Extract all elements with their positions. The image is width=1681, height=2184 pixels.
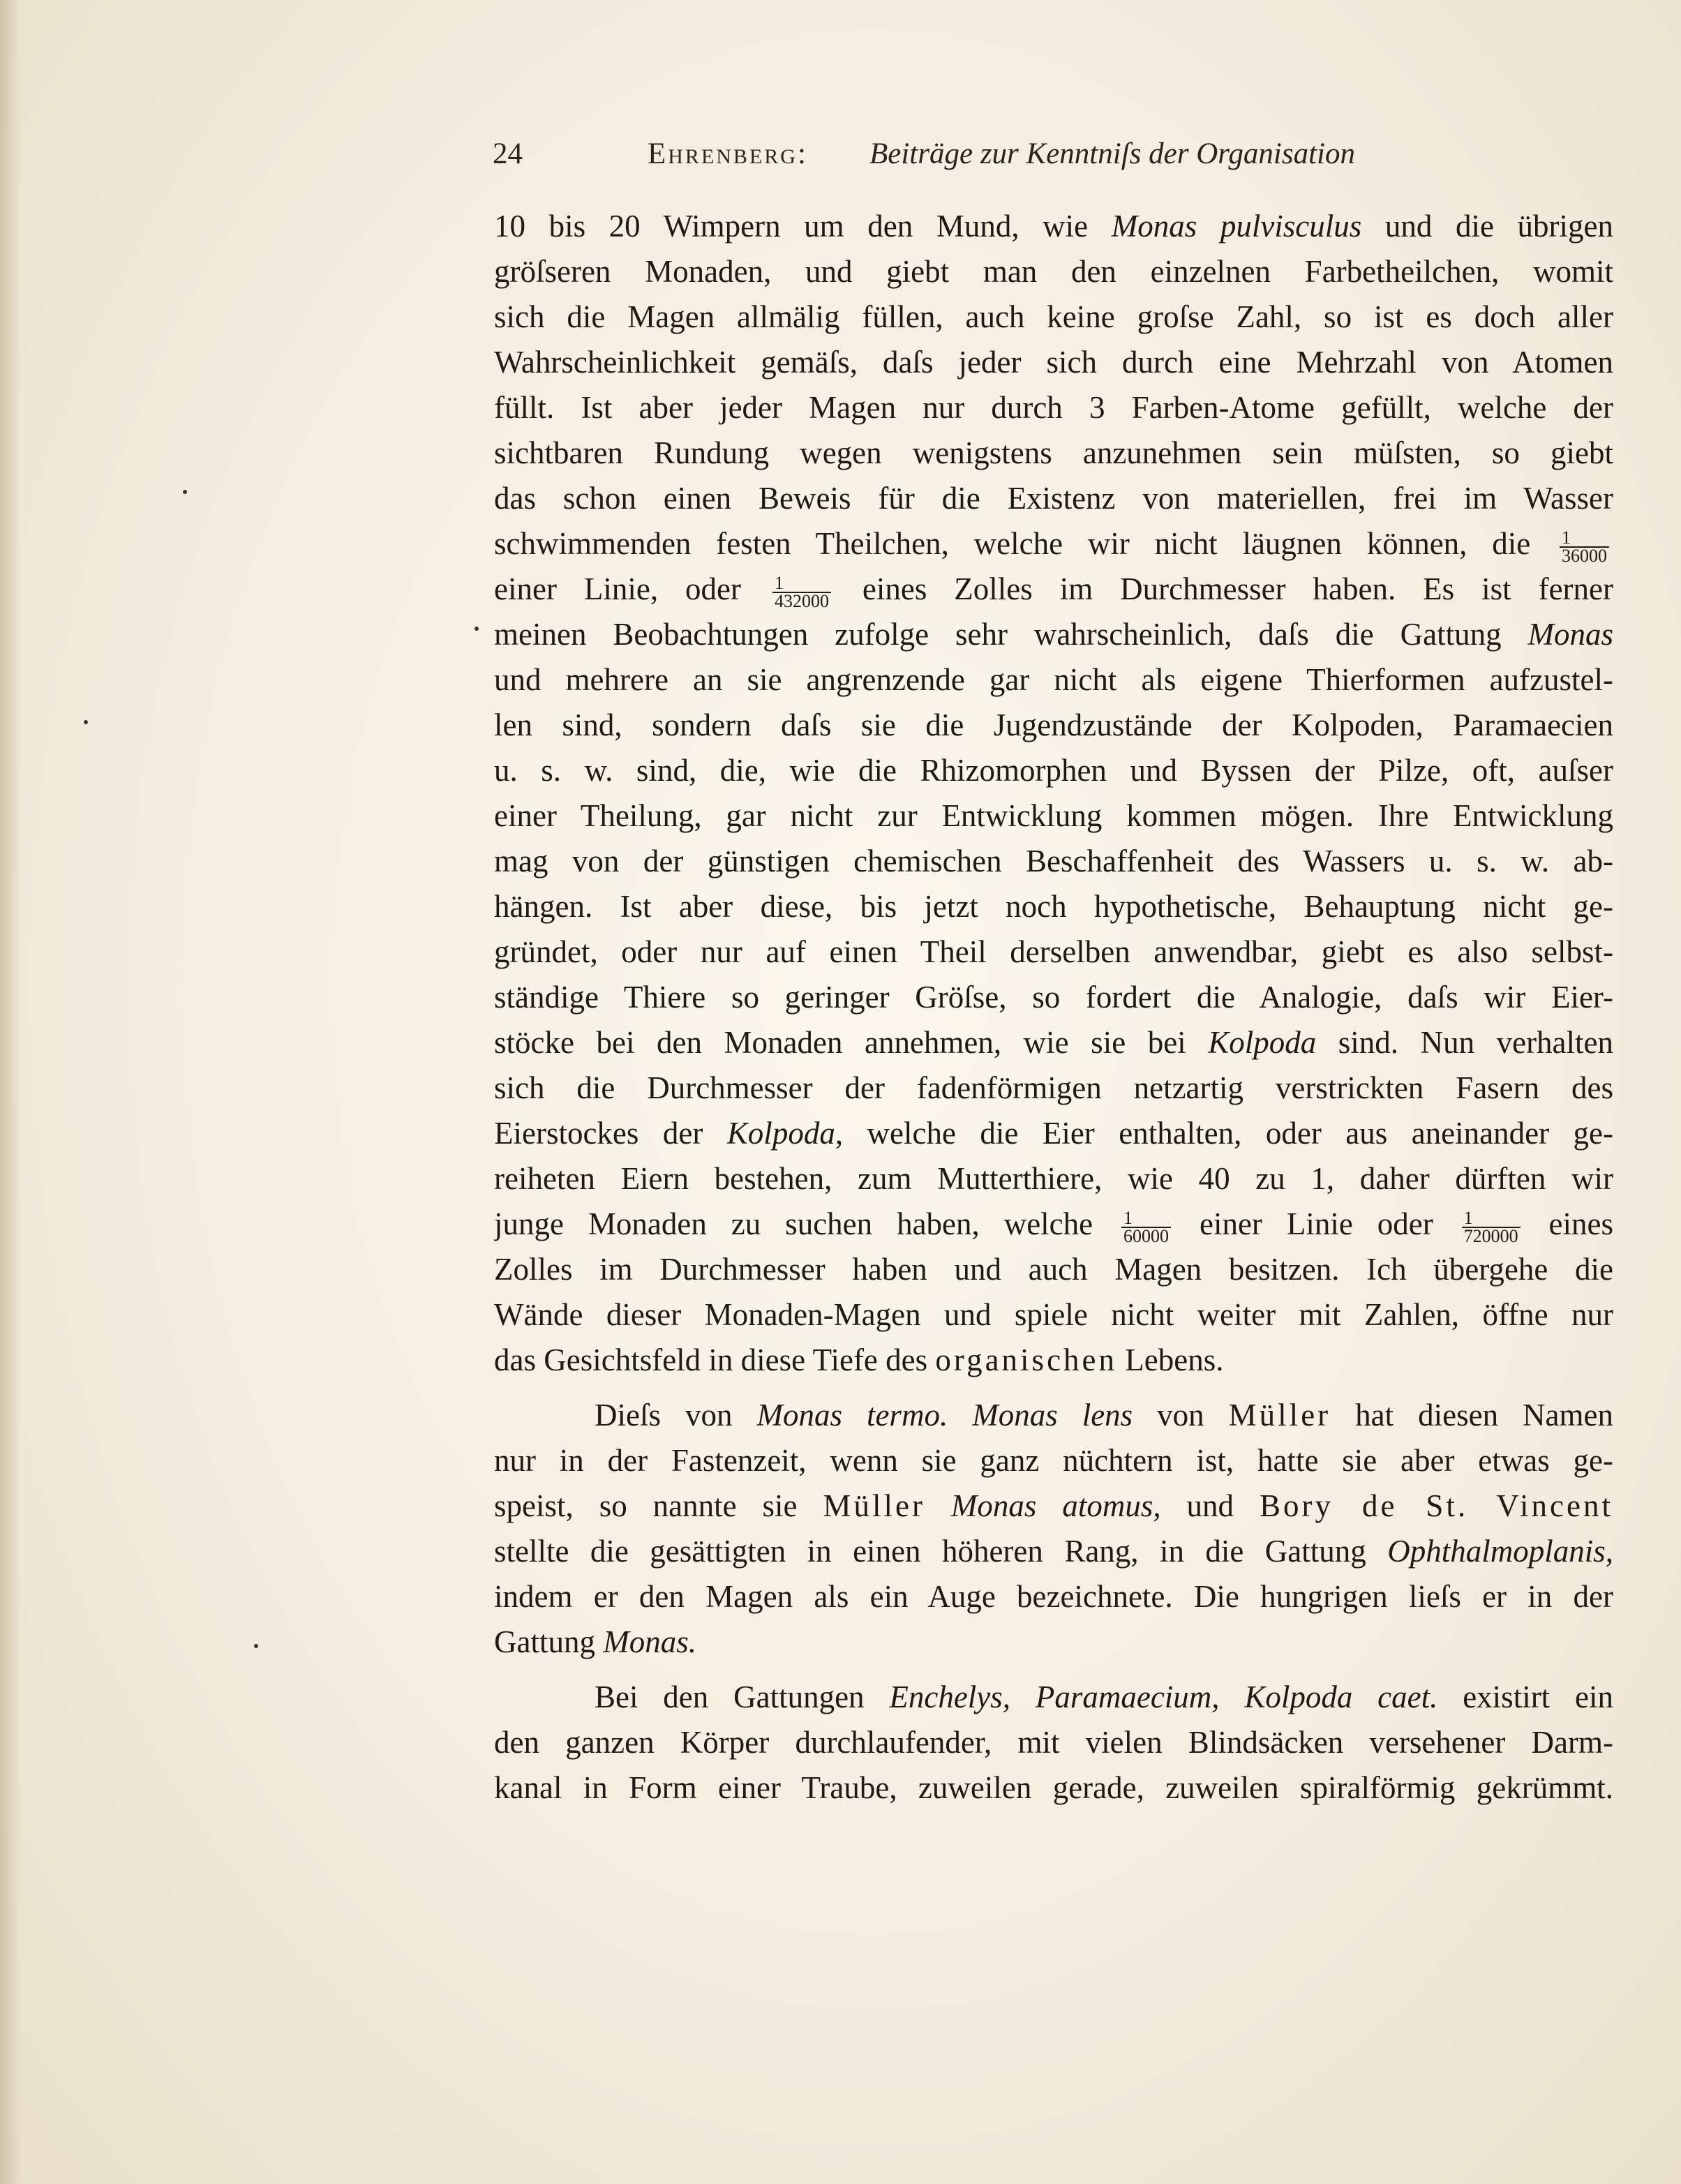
text-line: [494, 1338, 1613, 1383]
text-run: sich die Durchmesser der fadenförmigen netzartig verstrickten Fasern des: [494, 1070, 1613, 1105]
fraction: [1121, 1207, 1171, 1246]
text-line: [494, 476, 1613, 521]
text-run: schwimmenden festen Theilchen, welche wir nicht läugnen können, die: [494, 526, 1555, 561]
page-number: 24: [493, 137, 523, 170]
text-run: hat diesen Namen: [1331, 1398, 1613, 1433]
text-run: u. s. w. sind, die, wie die Rhizomorphen und Byssen der Pilze, oft, auſser: [494, 753, 1613, 788]
text-line: [494, 929, 1613, 975]
fraction-denominator: 720000: [1463, 1225, 1518, 1246]
text-run: Lebens.: [1117, 1342, 1224, 1377]
text-run: speist, so nannte sie: [494, 1488, 823, 1523]
text-run: stöcke bei den Monaden annehmen, wie sie bei: [494, 1025, 1209, 1060]
paper-speck: [475, 627, 479, 631]
text-run: sichtbaren Rundung wegen wenigstens anzunehmen sein müſsten, so giebt: [494, 435, 1613, 470]
paragraph-gap: [494, 1665, 1613, 1675]
fraction-denominator: 60000: [1123, 1225, 1170, 1246]
text-line: [494, 1065, 1613, 1111]
text-line: [494, 385, 1613, 431]
text-run: eines Zolles im Durchmesser haben. Es ist ferner: [835, 571, 1613, 606]
text-line: [494, 1393, 1613, 1438]
spaced-text: Bory de St. Vincent: [1260, 1488, 1613, 1523]
text-run: Wahrscheinlichkeit gemäſs, daſs jeder sich durch eine Mehrzahl von Atomen: [494, 345, 1613, 380]
spaced-text: organischen: [935, 1342, 1118, 1377]
italic-text: Monas.: [603, 1624, 696, 1659]
text-line: [494, 431, 1613, 476]
text-line: [494, 703, 1613, 748]
text-run: nur in der Fastenzeit, wenn sie ganz nüchtern ist, hatte sie aber etwas ge-: [494, 1443, 1613, 1478]
text-line: [494, 1202, 1613, 1247]
text-line: [494, 612, 1613, 657]
fraction-numerator: 1: [772, 575, 831, 593]
body-text: [494, 204, 1613, 1811]
italic-text: Monas pulvisculus: [1111, 209, 1362, 244]
text-run: und: [1160, 1488, 1260, 1523]
text-run: sich die Magen allmälig füllen, auch keine groſse Zahl, so ist es doch aller: [494, 299, 1613, 334]
text-line: [494, 1156, 1613, 1202]
text-run: Eierstockes der: [494, 1116, 727, 1151]
text-line: [494, 1483, 1613, 1529]
italic-text: Monas termo.: [756, 1398, 948, 1433]
italic-text: Monas atomus,: [950, 1488, 1161, 1523]
text-line: [494, 657, 1613, 703]
text-run: den ganzen Körper durchlaufender, mit vielen Blindsäcken versehener Darm-: [494, 1725, 1613, 1760]
text-run: , welche die Eier enthalten, oder aus aneinander ge-: [835, 1116, 1613, 1151]
fraction-denominator: 36000: [1562, 545, 1607, 566]
page-edge-shadow: [0, 0, 21, 2184]
italic-text: Kolpoda: [726, 1116, 835, 1151]
text-line: [494, 839, 1613, 884]
text-line: [494, 249, 1613, 294]
text-run: und die übrigen: [1361, 209, 1613, 244]
fraction: [772, 572, 831, 611]
header-author: Ehrenberg:: [648, 137, 808, 170]
text-line: [494, 1247, 1613, 1292]
text-line: [494, 748, 1613, 793]
paper-speck: [84, 720, 88, 724]
header-title: Beiträge zur Kenntniſs der Organisation: [869, 137, 1355, 170]
text-run: sind. Nun verhalten: [1316, 1025, 1613, 1060]
text-line: [494, 1620, 1613, 1665]
fraction: [1560, 527, 1609, 566]
text-line: [494, 1574, 1613, 1620]
text-run: [925, 1488, 951, 1523]
text-run: einer Linie oder: [1175, 1206, 1458, 1241]
text-run: Zolles im Durchmesser haben und auch Magen besitzen. Ich übergehe die: [494, 1252, 1613, 1287]
text-line: [494, 975, 1613, 1020]
paper-speck: [254, 1644, 258, 1648]
italic-text: Enchelys, Paramaecium, Kolpoda caet.: [889, 1680, 1438, 1714]
text-run: einer Linie, oder: [494, 571, 768, 606]
italic-text: Monas lens: [972, 1398, 1133, 1433]
text-run: das schon einen Beweis für die Existenz von materiellen, frei im Wasser: [494, 481, 1613, 516]
text-run: meinen Beobachtungen zufolge sehr wahrscheinlich, daſs die Gattung: [494, 617, 1528, 652]
text-run: einer Theilung, gar nicht zur Entwicklung kommen mögen. Ihre Entwicklung: [494, 798, 1613, 833]
text-line: [494, 294, 1613, 340]
text-run: kanal in Form einer Traube, zuweilen gerade, zuweilen spiralförmig gekrümmt.: [494, 1770, 1613, 1805]
text-line: [494, 1292, 1613, 1338]
italic-text: Kolpoda: [1208, 1025, 1317, 1060]
text-run: Bei den Gattungen: [595, 1680, 890, 1714]
italic-text: Monas: [1527, 617, 1613, 652]
text-run: len sind, sondern daſs sie die Jugendzustände der Kolpoden, Paramaecien: [494, 708, 1613, 742]
text-run: Dieſs von: [595, 1398, 757, 1433]
text-run: füllt. Ist aber jeder Magen nur durch 3 Farben-Atome gefüllt, welche der: [494, 390, 1613, 425]
text-line: [494, 204, 1613, 249]
text-run: gründet, oder nur auf einen Theil derselben anwendbar, giebt es also selbst-: [494, 934, 1613, 969]
spaced-text: Müller: [823, 1488, 925, 1523]
text-run: eines: [1524, 1206, 1613, 1241]
text-line: [494, 793, 1613, 839]
italic-text: Ophthalmoplanis,: [1387, 1534, 1613, 1569]
text-line: [494, 1765, 1613, 1811]
text-run: [948, 1398, 972, 1433]
text-run: mag von der günstigen chemischen Beschaffenheit des Wassers u. s. w. ab-: [494, 844, 1613, 878]
fraction-numerator: 1: [1121, 1210, 1171, 1228]
text-run: hängen. Ist aber diese, bis jetzt noch hypothetische, Behauptung nicht ge-: [494, 889, 1613, 924]
text-run: Wände dieser Monaden-Magen und spiele nicht weiter mit Zahlen, öffne nur: [494, 1297, 1613, 1332]
paper-speck: [183, 490, 187, 494]
paragraph-gap: [494, 1383, 1613, 1393]
text-line: [494, 1675, 1613, 1720]
text-line: [494, 340, 1613, 385]
text-line: [494, 1020, 1613, 1065]
text-line: [494, 1720, 1613, 1765]
text-run: stellte die gesättigten in einen höheren Rang, in die Gattung: [494, 1534, 1388, 1569]
fraction-numerator: 1: [1462, 1210, 1521, 1228]
text-line: [494, 884, 1613, 929]
text-run: indem er den Magen als ein Auge bezeichnete. Die hungrigen lieſs er in der: [494, 1579, 1613, 1614]
fraction: [1462, 1207, 1521, 1246]
text-line: [494, 1529, 1613, 1574]
text-line: [494, 521, 1613, 567]
text-run: junge Monaden zu suchen haben, welche: [494, 1206, 1118, 1241]
text-run: das Gesichtsfeld in diese Tiefe des: [494, 1342, 936, 1377]
text-run: von: [1133, 1398, 1229, 1433]
text-run: und mehrere an sie angrenzende gar nicht als eigene Thierformen aufzustel-: [494, 662, 1613, 697]
text-line: [494, 567, 1613, 612]
text-run: Gattung: [494, 1624, 604, 1659]
text-run: 10 bis 20 Wimpern um den Mund, wie: [494, 209, 1112, 244]
text-run: ständige Thiere so geringer Gröſse, so fordert die Analogie, daſs wir Eier-: [494, 980, 1613, 1015]
text-run: gröſseren Monaden, und giebt man den einzelnen Farbetheilchen, womit: [494, 254, 1613, 289]
text-run: reiheten Eiern bestehen, zum Mutterthiere, wie 40 zu 1, daher dürften wir: [494, 1161, 1613, 1196]
text-line: [494, 1111, 1613, 1156]
text-run: existirt ein: [1437, 1680, 1613, 1714]
running-header: [493, 137, 1456, 179]
fraction-numerator: 1: [1560, 530, 1609, 548]
spaced-text: Müller: [1228, 1398, 1331, 1433]
text-line: [494, 1438, 1613, 1483]
fraction-denominator: 432000: [774, 590, 829, 611]
